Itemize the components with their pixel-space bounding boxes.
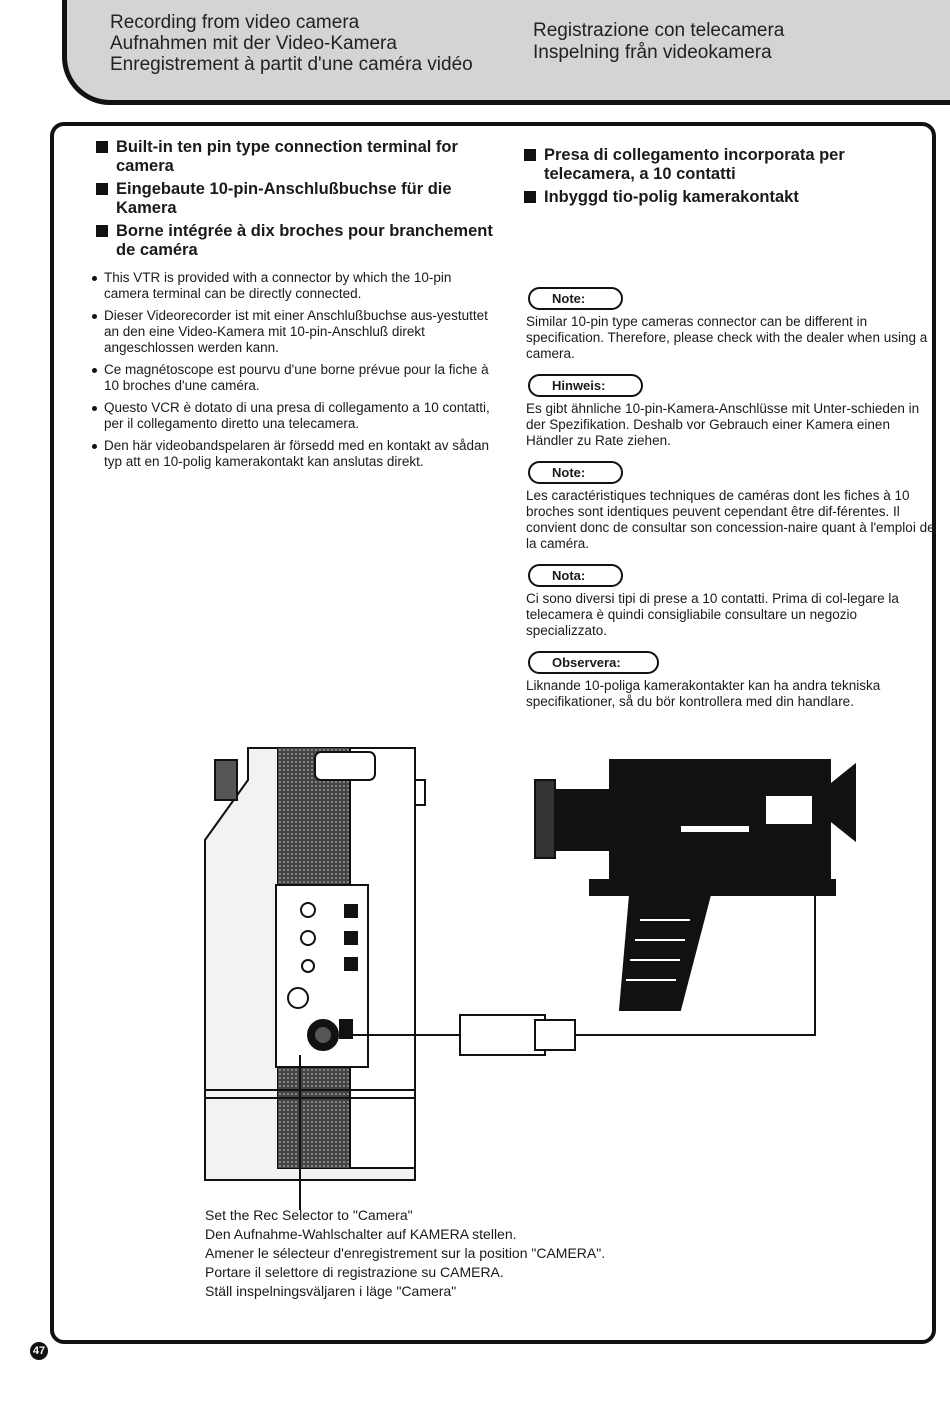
bullet-item: Ce magnétoscope est pourvu d'une borne prévue pour la fiche à 10 broches d'une caméra. [90, 362, 498, 394]
note-fr [518, 449, 936, 552]
note-label: Note: [528, 287, 623, 310]
note-label: Note: [528, 461, 623, 484]
note-de [518, 362, 936, 449]
note-label: Nota: [528, 564, 623, 587]
note-text: Liknande 10-poliga kamerakontakter kan ha andra tekniska specifikationer, så du bör kontrollera med din handlare. [526, 678, 881, 709]
caption-en: Set the Rec Selector to "Camera" [205, 1207, 413, 1223]
bullet-list [90, 270, 498, 470]
vcr-icon [205, 748, 425, 1180]
caption-it: Portare il selettore di registrazione su CAMERA. [205, 1264, 504, 1280]
dot-bullet-icon [92, 314, 97, 319]
square-bullet-icon [96, 183, 108, 195]
caption-sv: Ställ inspelningsväljaren i läge "Camera" [205, 1283, 457, 1299]
dot-bullet-icon [92, 368, 97, 373]
bullet-item: Questo VCR è dotato di una presa di collegamento a 10 contatti, per il collegamento diretto una telecamera. [90, 400, 498, 432]
note-label: Observera: [528, 651, 659, 674]
right-column [518, 146, 936, 710]
note-text: Es gibt ähnliche 10-pin-Kamera-Anschlüsse mit Unter-schieden in der Spezifikation. Deshalb vor Gebrauch einer Kamera einen Händler zu Rate ziehen. [526, 401, 920, 448]
caption [205, 1206, 605, 1301]
caption-fr: Amener le sélecteur d'enregistrement sur la position "CAMERA". [205, 1245, 606, 1261]
title-en: Recording from video camera [110, 12, 360, 33]
title-de: Aufnahmen mit der Video-Kamera [110, 33, 397, 54]
dot-bullet-icon [92, 444, 97, 449]
title-sv: Inspelning från videokamera [533, 42, 772, 63]
note-label: Hinweis: [528, 374, 643, 397]
heading-de: Eingebaute 10-pin-Anschlußbuchse für die Kamera [90, 180, 498, 218]
note-text: Similar 10-pin type cameras connector can be different in specification. Therefore, please check with the dealer when using a camera. [526, 314, 928, 361]
title-right [533, 20, 784, 64]
heading-sv: Inbyggd tio-polig kamerakontakt [518, 188, 936, 207]
title-left [110, 12, 473, 75]
dot-bullet-icon [92, 276, 97, 281]
left-column [90, 138, 498, 476]
heading-fr: Borne intégrée à dix broches pour branchement de caméra [90, 222, 498, 260]
caption-de: Den Aufnahme-Wahlschalter auf KAMERA stellen. [205, 1226, 517, 1242]
title-it: Registrazione con telecamera [533, 20, 785, 41]
note-text: Ci sono diversi tipi di prese a 10 contatti. Prima di col-legare la telecamera è quindi consigliabile consultare un negozio specializzato. [526, 591, 899, 638]
bullet-item: Den här videobandspelaren är försedd med en kontakt av sådan typ att en 10-polig kamerakontakt kan anslutas direkt. [90, 438, 498, 470]
note-en [518, 275, 936, 362]
square-bullet-icon [96, 141, 108, 153]
vcr-camera-illustration [190, 740, 890, 1210]
heading-en: Built-in ten pin type connection terminal for camera [90, 138, 498, 176]
square-bullet-icon [524, 149, 536, 161]
bullet-item: Dieser Videorecorder ist mit einer Anschlußbuchse aus-yestuttet an den eine Video-Kamera mit 10-pin-Anschluß direkt angeschlossen werden kann. [90, 308, 498, 356]
note-sv [518, 639, 936, 710]
title-fr: Enregistrement à partit d'une caméra vidéo [110, 54, 473, 75]
square-bullet-icon [524, 191, 536, 203]
note-text: Les caractéristiques techniques de caméras dont les fiches à 10 broches sont identiques peuvent cependant être dif-férentes. Il convient donc de consultar son concession-naire quant à l'emploi de la caméra. [526, 488, 935, 551]
video-camera-icon [535, 760, 855, 1010]
heading-it: Presa di collegamento incorporata per telecamera, a 10 contatti [518, 146, 936, 184]
square-bullet-icon [96, 225, 108, 237]
dot-bullet-icon [92, 406, 97, 411]
bullet-item: This VTR is provided with a connector by which the 10-pin camera terminal can be directly connected. [90, 270, 498, 302]
page-number: 47 [30, 1342, 48, 1360]
note-it [518, 552, 936, 639]
